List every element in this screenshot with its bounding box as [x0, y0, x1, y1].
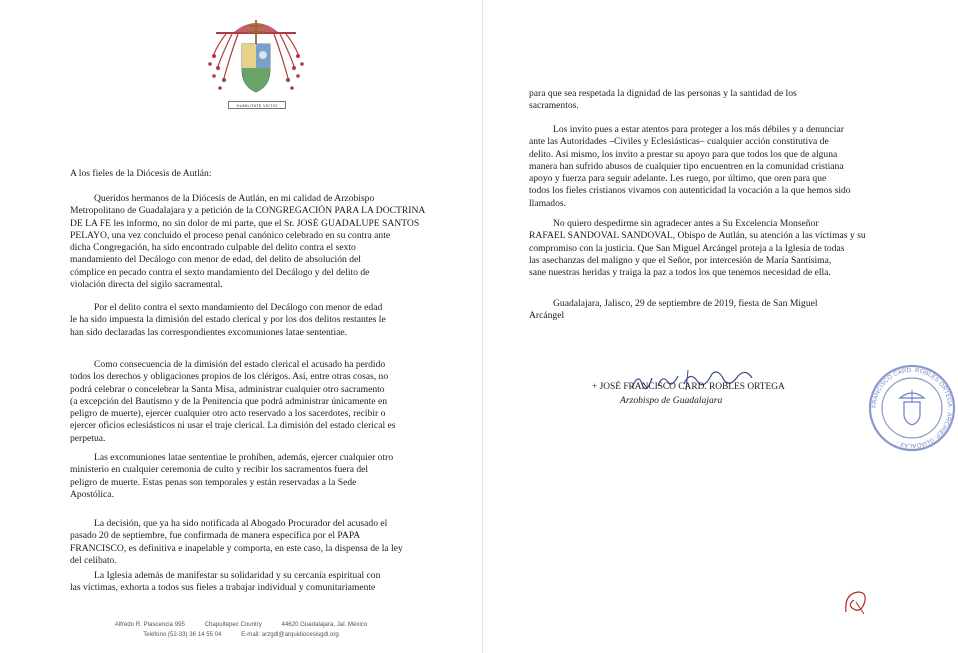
text-line: peligro de muerte. Estas penas son temporales y están reservadas a la Sede	[70, 476, 357, 488]
text-line: le ha sido impuesta la dimisión del estado clerical y por los dos delitos restantes le	[70, 314, 386, 326]
text-line: todos los fieles cristianos vivamos con autenticidad la vocación a la que hemos sido	[529, 185, 851, 197]
text-line: todos los derechos y obligaciones propios de los clérigos. Así, entre otras cosas, no	[70, 371, 389, 383]
text-line: Apostólica.	[70, 488, 114, 500]
text-line: ante las Autoridades –Civiles y Eclesiásticas– cualquier acción constitutiva de	[529, 136, 829, 148]
paragraph-3	[70, 359, 436, 445]
paragraph-2	[70, 302, 436, 339]
text-line: Queridos hermanos de la Diócesis de Autlán, en mi calidad de Arzobispo	[94, 193, 375, 204]
paragraph-4	[70, 452, 436, 501]
text-line: mandamiento del Decálogo con menor de edad, del delito de absolución del	[70, 254, 361, 266]
text-line: pasado 20 de septiembre, fue confirmada de manera específica por el PAPA	[70, 530, 361, 542]
paragraph-6	[70, 570, 436, 595]
text-line: apoyo y fuerza para seguir adelante. Les ruego, por último, que oren para que	[529, 173, 827, 185]
text-line: La decisión, que ya ha sido notificada al Abogado Procurador del acusado el	[94, 518, 388, 529]
footer-email: E-mail: arzgdl@arquidiocesisgdl.org	[241, 631, 339, 638]
text-line: PELAYO, una vez concluido el proceso penal canónico celebrado en su contra ante	[70, 229, 391, 241]
text-line: (a excepción del Bautismo y de la Penitencia que podrá administrar únicamente en	[70, 395, 388, 407]
text-line: las víctimas, exhorta a todos sus fieles a trabajar individual y comunitariamente	[70, 582, 376, 594]
text-line: Arcángel	[529, 310, 565, 322]
footer-phone: Teléfono (52-33) 36 14 55 04	[143, 631, 222, 638]
footer-city: 44620 Guadalajara, Jal. México	[281, 621, 368, 628]
letterhead-footer-line-1	[0, 621, 482, 628]
text-line: Las excomuniones latae sententiae le prohíben, además, ejercer cualquier otro	[94, 452, 394, 463]
date-line	[529, 298, 909, 323]
text-line: manera han sufrido abusos de cualquier tipo encuentren en la comunidad cristiana	[529, 160, 844, 172]
seal-text: FRANCISCO CARD. ROBLES ORTEGA · ARCHIEP. GUADALAX ·	[870, 366, 954, 450]
crest-motto: HUMILITATE VICTIO	[228, 101, 286, 109]
footer-colony: Chapultepec Country	[204, 621, 262, 628]
text-line: delito. Así mismo, los invito a prestar su apoyo para que todos los que de alguna	[529, 148, 838, 160]
text-line: Por el delito contra el sexto mandamiento del Decálogo con menor de edad	[94, 302, 383, 313]
text-line: para que sea respetada la dignidad de las personas y la santidad de los	[529, 88, 797, 99]
paragraph-9	[529, 218, 909, 279]
seal-stamp-icon	[866, 362, 958, 454]
text-line: del celibato.	[70, 554, 117, 566]
text-line: FRANCISCO, es definitiva e inapelable y comporta, en este caso, la dispensa de la ley	[70, 542, 403, 554]
text-line: cómplice en pecado contra el sexto mandamiento del Decálogo y del delito de	[70, 266, 370, 278]
text-line: La Iglesia además de manifestar su solidaridad y su cercanía espiritual con	[94, 570, 381, 581]
text-line: llamados.	[529, 197, 567, 209]
text-line: ejercer oficios eclesiásticos ni usar el traje clerical. La dimisión del estado clerical es	[70, 420, 396, 432]
text-line: RAFAEL SANDOVAL SANDOVAL, Obispo de Autlán, su atención a las víctimas y su	[529, 230, 866, 242]
text-line: perpetua.	[70, 432, 106, 444]
paragraph-5	[70, 518, 436, 567]
signatory-name: + JOSÉ FRANCISCO CARD. ROBLES ORTEGA	[592, 382, 785, 392]
paragraph-1	[70, 193, 436, 291]
text-line: Los invito pues a estar atentos para proteger a los más débiles y a denunciar	[553, 124, 844, 135]
paragraph-8	[529, 124, 909, 210]
text-line: podrá celebrar o concelebrar la Santa Misa, administrar cualquier otro sacramento	[70, 383, 385, 395]
letterhead-footer-line-2	[0, 631, 482, 638]
text-line: peligro de muerte), ejercer cualquier otro acto reservado a los sacerdotes, recibir o	[70, 408, 386, 420]
text-line: DE LA FE les informo, no sin dolor de mi parte, que el Sr. JOSÉ GUADALUPE SANTOS	[70, 217, 420, 229]
paragraph-7	[529, 88, 909, 113]
text-line: ministerio en cualquier ceremonia de culto y recibir los sacramentos fuera del	[70, 464, 369, 476]
text-line: sacramentos.	[529, 100, 579, 112]
text-line: Como consecuencia de la dimisión del estado clerical el acusado ha perdido	[94, 359, 386, 370]
svg-text:FRANCISCO CARD. ROBLES ORTEGA	[871, 367, 953, 449]
coat-of-arms-icon	[196, 10, 316, 102]
text-line: No quiero despedirme sin agradecer antes a Su Excelencia Monseñor	[553, 218, 819, 229]
letter-page-2	[482, 0, 958, 653]
text-line: han sido declaradas las correspondientes excomuniones latae sententiae.	[70, 326, 348, 338]
signatory-title: Arzobispo de Guadalajara	[620, 395, 723, 406]
text-line: violación directa del sigilo sacramental.	[70, 279, 223, 291]
text-line: sane nuestras heridas y traiga la paz a todos los que tenemos necesidad de ella.	[529, 267, 831, 279]
text-line: Metropolitano de Guadalajara y a petición de la CONGREGACIÓN PARA LA DOCTRINA	[70, 205, 426, 217]
text-line: las asechanzas del maligno y que el Señor, por intercesión de María Santísima,	[529, 254, 832, 266]
text-line: compromiso con la justicia. Que San Miguel Arcángel proteja a la Iglesia de todas	[529, 242, 845, 254]
footer-address: Alfredo R. Plascencia 995	[114, 621, 185, 628]
text-line: dicha Congregación, ha sido encontrado culpable del delito contra el sexto	[70, 242, 356, 254]
salutation: A los fieles de la Diócesis de Autlán:	[70, 168, 212, 179]
handwritten-mark-icon	[838, 584, 874, 620]
text-line: Guadalajara, Jalisco, 29 de septiembre de 2019, fiesta de San Miguel	[553, 298, 818, 309]
